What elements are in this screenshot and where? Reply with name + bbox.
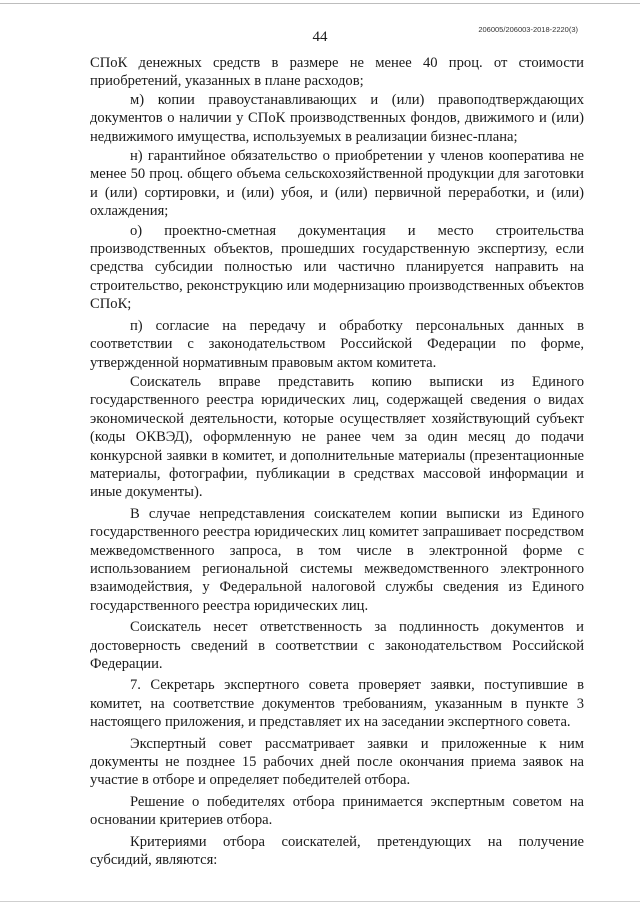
paragraph-10: Экспертный совет рассматривает заявки и приложенные к ним документы не позднее 15 рабочих дней после окончания приема заявок на участие в отборе и определяет победителей отбора. <box>90 735 584 789</box>
paragraph-5: п) согласие на передачу и обработку персональных данных в соответствии с законодательством Российской Федерации по форме, утвержденной нормативным правовым актом комитета. <box>90 317 584 371</box>
paragraph-4: о) проектно-сметная документация и место строительства производственных объектов, прошедших государственную экспертизу, если средства субсидии полностью или частично планируется направить на строительство, реконструкцию или модернизацию производственных объектов СПоК; <box>90 222 584 313</box>
bottom-scan-edge <box>0 901 640 902</box>
paragraph-7: В случае непредставления соискателем копии выписки из Единого государственного реестра юридических лиц комитет запрашивает посредством межведомственного запроса, в том числе в электронной форме с использованием региональной системы межведомственного электронного взаимодействия, у Федеральной налоговой службы сведения из Единого государственного реестра юридических лиц. <box>90 505 584 614</box>
paragraph-1: СПоК денежных средств в размере не менее 40 проц. от стоимости приобретений, указанных в плане расходов; <box>90 55 584 90</box>
document-id: 206005/206003-2018-2220(3) <box>478 25 578 34</box>
top-scan-edge <box>0 3 640 4</box>
page-number: 44 <box>312 29 328 45</box>
paragraph-9: 7. Секретарь экспертного совета проверяет заявки, поступившие в комитет, на соответствие документов требованиям, указанным в пункте 3 настоящего приложения, и представляет их на заседании экспертного совета. <box>90 677 584 731</box>
paragraph-12: Критериями отбора соискателей, претендующих на получение субсидий, являются: <box>90 833 584 869</box>
paragraph-11: Решение о победителях отбора принимается экспертным советом на основании критериев отбора. <box>90 793 584 829</box>
paragraph-6: Соискатель вправе представить копию выписки из Единого государственного реестра юридических лиц, содержащей сведения о видах экономической деятельности, которые осуществляет хозяйствующий субъект (коды ОКВЭД), оформленную не ранее чем за один месяц до подачи конкурсной заявки в комитет, и дополнительные материалы (презентационные материалы, фотографии, публикации в средствах массовой информации и иные документы). <box>90 373 584 501</box>
paragraph-2: м) копии правоустанавливающих и (или) правоподтверждающих документов о наличии у СПоК производственных фондов, движимого и (или) недвижимого имущества, используемых в реализации бизнес-плана; <box>90 91 584 145</box>
paragraph-3: н) гарантийное обязательство о приобретении у членов кооператива не менее 50 проц. общего объема сельскохозяйственной продукции для заготовки и (или) сортировки, и (или) убоя, и (или) первичной переработки, и (или) охлаждения; <box>90 148 584 220</box>
paragraph-8: Соискатель несет ответственность за подлинность документов и достоверность сведений в соответствии с законодательством Российской Федерации. <box>90 619 584 672</box>
document-body <box>90 54 584 869</box>
